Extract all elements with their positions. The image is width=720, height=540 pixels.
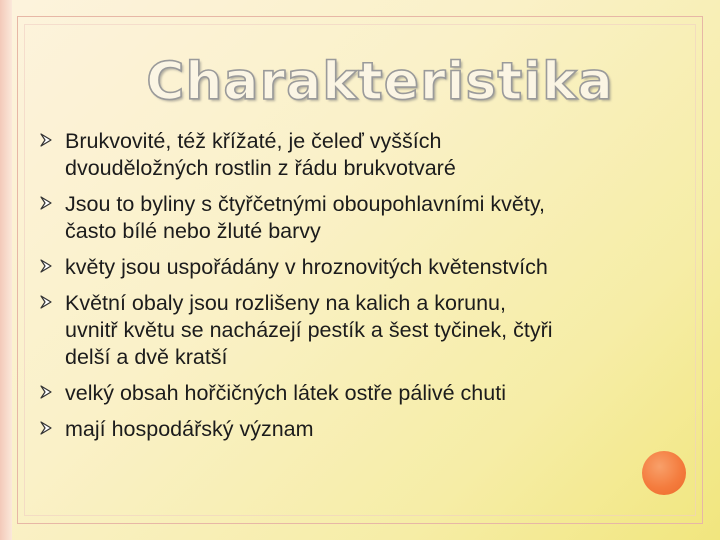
- left-decorative-stripe: [0, 0, 12, 540]
- bullet-item: [40, 128, 680, 182]
- arrow-bullet-icon: [40, 259, 52, 273]
- bullet-text-line: mají hospodářský význam: [65, 417, 314, 441]
- bullet-item: [40, 254, 680, 281]
- arrow-bullet-icon: [40, 421, 52, 435]
- bullet-text-line: velký obsah hořčičných látek ostře pálivé chuti: [65, 381, 506, 405]
- bullet-item: [40, 416, 680, 443]
- bullet-item: [40, 191, 680, 245]
- bullet-text-line: často bílé nebo žluté barvy: [65, 219, 321, 243]
- bullet-list: [40, 128, 680, 452]
- arrow-bullet-icon: [40, 133, 52, 147]
- bullet-item: [40, 380, 680, 407]
- arrow-bullet-icon: [40, 196, 52, 210]
- slide-title: Charakteristika: [146, 52, 614, 112]
- bullet-item: [40, 290, 680, 371]
- bullet-text-line: uvnitř květu se nacházejí pestík a šest tyčinek, čtyři: [65, 318, 553, 342]
- arrow-bullet-icon: [40, 295, 52, 309]
- bullet-text-line: Jsou to byliny s čtyřčetnými oboupohlavními květy,: [65, 192, 545, 216]
- bullet-text-line: květy jsou uspořádány v hroznovitých květenstvích: [65, 255, 548, 279]
- bullet-text-line: Květní obaly jsou rozlišeny na kalich a korunu,: [65, 291, 506, 315]
- arrow-bullet-icon: [40, 385, 52, 399]
- bullet-text-line: Brukvovité, též křížaté, je čeleď vyšších: [65, 129, 442, 153]
- orange-decorative-circle: [642, 451, 686, 495]
- bullet-text-line: dvouděložných rostlin z řádu brukvotvaré: [65, 156, 456, 180]
- bullet-text-line: delší a dvě kratší: [65, 345, 228, 369]
